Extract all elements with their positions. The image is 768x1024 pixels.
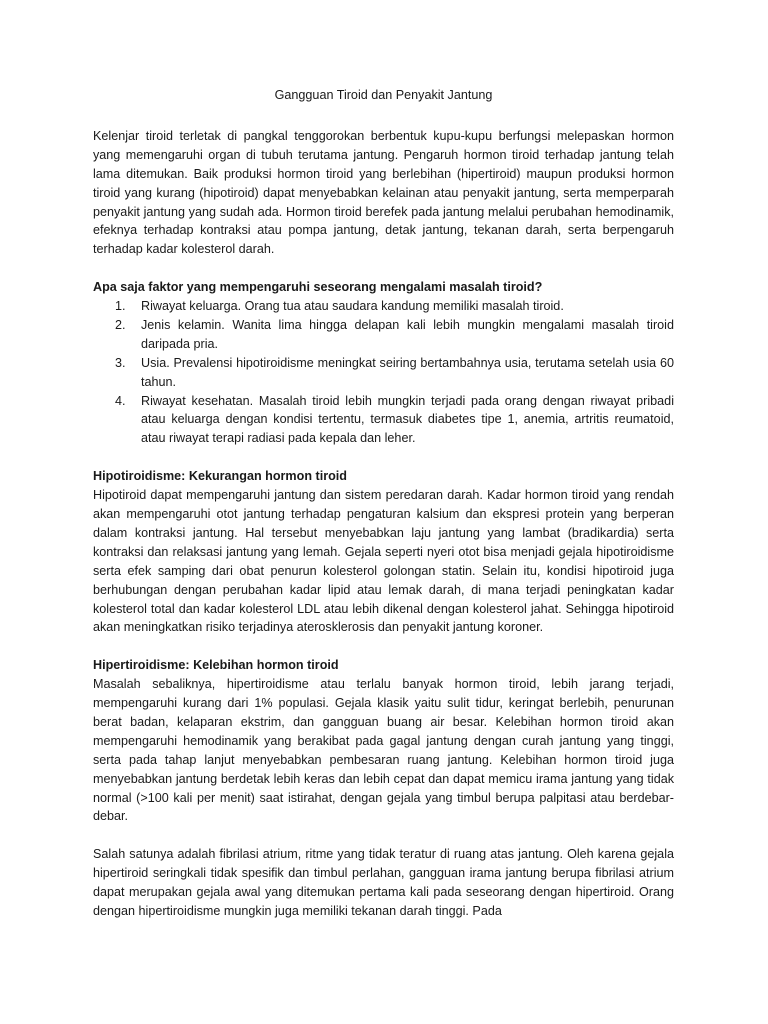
list-item xyxy=(93,354,674,392)
hyperthyroid-paragraph: Masalah sebaliknya, hipertiroidisme atau terlalu banyak hormon tiroid, lebih jarang terjadi, mempengaruhi kurang dari 1% populasi. Gejala klasik yaitu sulit tidur, keringat berlebih, penurunan berat badan, kelaparan ekstrim, dan gangguan buang air besar. Kelebihan hormon tiroid akan mempengaruhi hemodinamik yang berakibat pada gagal jantung dengan curah jantung yang tinggi, serta pada tahap lanjut menyebabkan pembesaran ruang jantung. Kelebihan hormon tiroid juga menyebabkan jantung berdetak lebih keras dan lebih cepat dan dapat memicu irama jantung yang tidak normal (>100 kali per menit) saat istirahat, dengan gejala yang timbul berupa palpitasi atau berdebar-debar. xyxy=(93,677,674,824)
hypothyroid-heading: Hipotiroidisme: Kekurangan hormon tiroid xyxy=(93,469,347,484)
factors-heading: Apa saja faktor yang mempengaruhi seseorang mengalami masalah tiroid? xyxy=(93,280,543,295)
spacer xyxy=(93,637,674,656)
factors-list xyxy=(93,297,674,448)
list-number: 1. xyxy=(115,299,126,314)
spacer xyxy=(93,259,674,278)
intro-paragraph: Kelenjar tiroid terletak di pangkal tenggorokan berbentuk kupu-kupu berfungsi melepaskan hormon yang memengaruhi organ di tubuh terutama jantung. Pengaruh hormon tiroid terhadap jantung telah lama ditemukan. Baik produksi hormon tiroid yang berlebihan (hipertiroid) maupun produksi hormon tiroid yang kurang (hipotiroid) dapat menyebabkan kelainan atau penyakit jantung, serta memperparah penyakit jantung yang sudah ada. Hormon tiroid berefek pada jantung melalui perubahan hemodinamik, efeknya terhadap kontraksi atau pompa jantung, detak jantung, tekanan darah, serta berpengaruh terhadap kadar kolesterol darah. xyxy=(93,128,674,257)
list-item xyxy=(93,297,674,316)
hypothyroid-paragraph: Hipotiroid dapat mempengaruhi jantung dan sistem peredaran darah. Kadar hormon tiroid yang rendah akan mempengaruhi otot jantung terhadap pengaturan kalsium dan ekspresi protein yang berperan dalam kontraksi jantung. Hal tersebut menyebabkan laju jantung yang lambat (bradikardia) serta kontraksi dan relaksasi jantung yang lemah. Gejala seperti nyeri otot bisa menjadi gejala hipotiroidisme serta efek samping dari obat penurun kolesterol golongan statin. Selain itu, kondisi hipotiroid juga berhubungan dengan perubahan kadar lipid atau lemak darah, di mana terjadi peningkatan kadar kolesterol total dan kadar kolesterol LDL atau lebih dikenal dengan kolesterol jahat. Sehingga hipotiroid akan meningkatkan risiko terjadinya aterosklerosis dan penyakit jantung koroner. xyxy=(93,488,674,635)
atrial-fibrillation-paragraph: Salah satunya adalah fibrilasi atrium, ritme yang tidak teratur di ruang atas jantung. Oleh karena gejala hipertiroid seringkali tidak spesifik dan timbul perlahan, gangguan irama jantung berupa fibrilasi atrium dapat merupakan gejala awal yang ditemukan pertama kali pada seseorang dengan hipertiroid. Orang dengan hipertiroidisme mungkin juga memiliki tekanan darah tinggi. Pada xyxy=(93,847,674,918)
list-number: 2. xyxy=(115,317,126,332)
spacer xyxy=(93,826,674,845)
document-title: Gangguan Tiroid dan Penyakit Jantung xyxy=(274,88,493,102)
list-item xyxy=(93,392,674,449)
list-item-text: Riwayat kesehatan. Masalah tiroid lebih mungkin terjadi pada orang dengan riwayat pribadi atau keluarga dengan kondisi tertentu, termasuk diabetes tipe 1, anemia, artritis reumatoid, atau riwayat terapi radiasi pada kepala dan leher. xyxy=(141,393,674,446)
hyperthyroid-heading: Hipertiroidisme: Kelebihan hormon tiroid xyxy=(93,658,339,673)
list-number: 3. xyxy=(115,355,126,370)
spacer xyxy=(93,448,674,467)
list-item xyxy=(93,316,674,354)
document-body xyxy=(93,86,674,921)
list-item-text: Riwayat keluarga. Orang tua atau saudara kandung memiliki masalah tiroid. xyxy=(141,299,564,314)
list-item-text: Usia. Prevalensi hipotiroidisme meningkat seiring bertambahnya usia, terutama setelah usia 60 tahun. xyxy=(141,355,674,389)
list-number: 4. xyxy=(115,393,126,408)
list-item-text: Jenis kelamin. Wanita lima hingga delapan kali lebih mungkin mengalami masalah tiroid daripada pria. xyxy=(141,317,674,351)
